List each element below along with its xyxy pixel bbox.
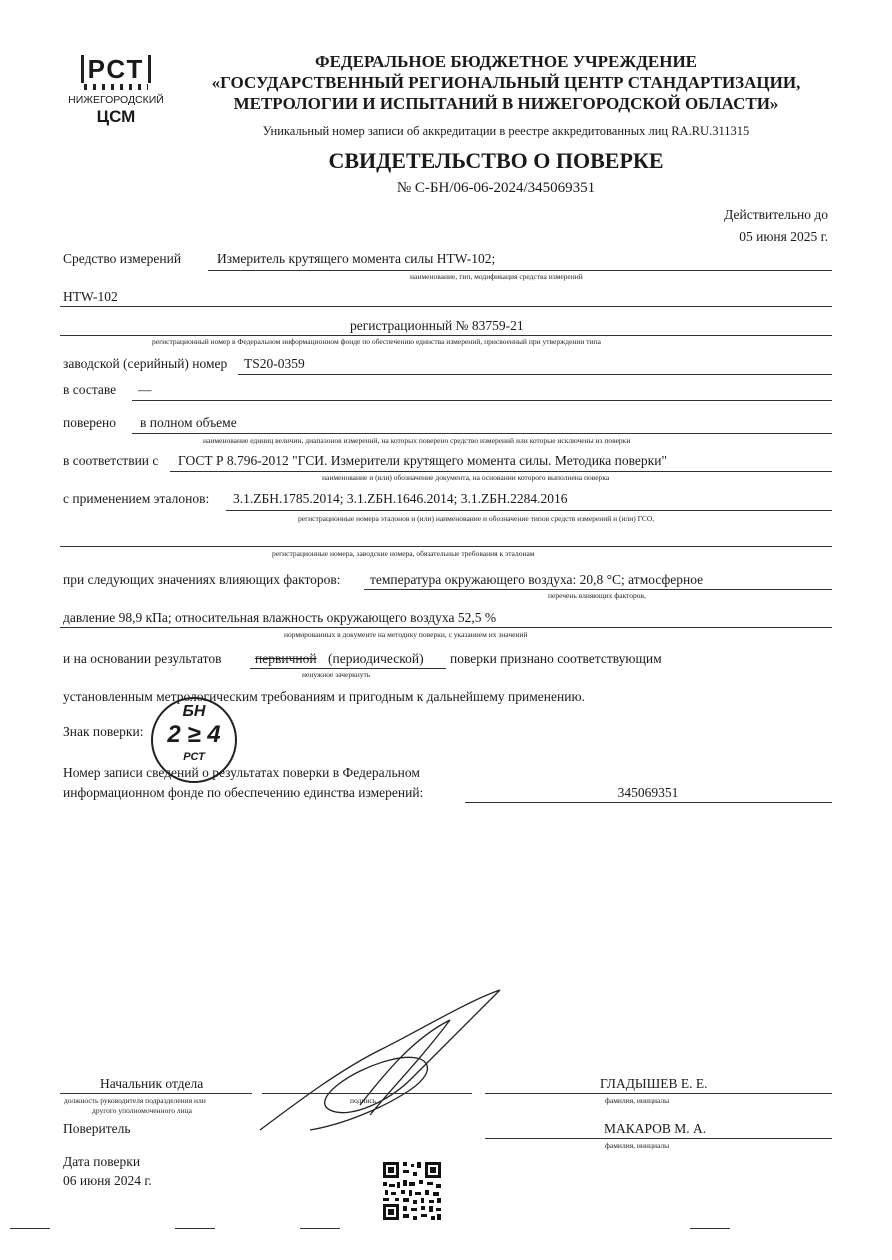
accordance-label: в соответствии с — [63, 453, 159, 468]
verified-underline — [132, 433, 832, 434]
results-caption: ненужное зачеркнуть — [302, 670, 371, 679]
standards-label: с применением эталонов: — [63, 491, 210, 506]
factors-value: температура окружающего воздуха: 20,8 °С; атмосферное — [370, 572, 704, 587]
verifier-name: МАКАРОВ М. А. — [604, 1121, 707, 1136]
head-name: ГЛАДЫШЕВ Е. Е. — [600, 1076, 708, 1091]
instrument-underline — [208, 270, 832, 271]
instrument-label: Средство измерений — [63, 251, 182, 266]
standards-cont-underline — [60, 546, 832, 547]
serial-value: TS20-0359 — [244, 356, 305, 371]
composition-value: — — [138, 382, 152, 397]
head-name-caption: фамилия, инициалы — [605, 1096, 670, 1105]
head-title-caption-1: должность руководителя подразделения или — [64, 1096, 206, 1105]
verification-date: 06 июня 2024 г. — [63, 1173, 152, 1188]
org-name-line3: МЕТРОЛОГИИ И ИСПЫТАНИЙ В НИЖЕГОРОДСКОЙ ОБЛАСТИ» — [233, 94, 779, 113]
factors-caption-2: нормированных в документе на методику поверки, с указанием их значений — [284, 630, 528, 639]
serial-underline — [238, 374, 832, 375]
instrument-cont-underline — [60, 306, 832, 307]
head-name-underline — [485, 1093, 832, 1094]
verification-mark-label: Знак поверки: — [63, 724, 144, 739]
conclusion: установленным метрологическим требованиям и пригодным к дальнейшему применению. — [63, 689, 585, 704]
results-periodic: (периодической) — [328, 651, 424, 666]
accordance-caption: наименование и (или) обозначение документа, на основании которого выполнена поверка — [322, 473, 610, 482]
registration-number: регистрационный № 83759-21 — [350, 318, 524, 333]
record-underline — [465, 802, 832, 803]
footer-rule-3 — [300, 1228, 340, 1229]
composition-underline — [132, 400, 832, 401]
verified-caption: наименование единиц величин, диапазонов измерений, на которых поверено средство измерений или которые исключены из поверки — [203, 436, 631, 445]
instrument-caption: наименование, тип, модификация средства измерений — [410, 272, 583, 281]
signature-underline — [262, 1093, 472, 1094]
standards-underline — [226, 510, 832, 511]
head-title: Начальник отдела — [100, 1076, 204, 1091]
standards-value: 3.1.ZБН.1785.2014; 3.1.ZБН.1646.2014; 3.1.ZБН.2284.2016 — [233, 491, 568, 506]
results-prefix: и на основании результатов — [63, 651, 222, 666]
verifier-name-underline — [485, 1138, 832, 1139]
accordance-underline — [170, 471, 832, 472]
results-underline — [250, 668, 446, 669]
serial-label: заводской (серийный) номер — [63, 356, 228, 371]
verification-date-label: Дата поверки — [63, 1154, 141, 1169]
certificate-number: № С-БН/06-06-2024/345069351 — [396, 180, 596, 196]
record-label-1: Номер записи сведений о результатах поверки в Федеральном — [63, 765, 420, 780]
footer-rule-4 — [690, 1228, 730, 1229]
org-name-line1: ФЕДЕРАЛЬНОЕ БЮДЖЕТНОЕ УЧРЕЖДЕНИЕ — [314, 52, 698, 71]
instrument-value: Измеритель крутящего момента силы HTW-102; — [217, 251, 496, 266]
org-name-line2: «ГОСУДАРСТВЕННЫЙ РЕГИОНАЛЬНЫЙ ЦЕНТР СТАНДАРТИЗАЦИИ, — [211, 73, 801, 92]
factors-underline — [364, 589, 832, 590]
footer-rule-1 — [10, 1228, 50, 1229]
factors-value-cont: давление 98,9 кПа; относительная влажность окружающего воздуха 52,5 % — [63, 610, 497, 625]
factors-cont-underline — [60, 627, 832, 628]
factors-caption: перечень влияющих факторов, — [548, 591, 646, 600]
composition-label: в составе — [63, 382, 117, 397]
record-number: 345069351 — [617, 785, 679, 800]
verifier-name-caption: фамилия, инициалы — [605, 1141, 670, 1150]
valid-until-date: 05 июня 2025 г. — [739, 229, 828, 244]
logo-bars — [84, 84, 148, 90]
results-suffix: поверки признано соответствующим — [450, 651, 662, 666]
stamp-middle-text: 2 ≥ 4 — [167, 721, 221, 748]
head-title-caption-2: другого уполномоченного лица — [92, 1106, 192, 1115]
factors-label: при следующих значениях влияющих факторов: — [63, 572, 341, 587]
results-primary-struck: первичной — [255, 651, 317, 666]
org-logo — [56, 55, 176, 127]
footer-rule-2 — [175, 1228, 215, 1229]
logo-abbr: ЦСМ — [96, 107, 136, 126]
instrument-value-cont: HTW-102 — [63, 289, 118, 304]
logo-city: НИЖЕГОРОДСКИЙ — [68, 94, 164, 106]
signature-scribble — [240, 980, 540, 1140]
verified-value: в полном объеме — [140, 415, 237, 430]
stamp-top-text: БН — [182, 703, 206, 720]
valid-until-label: Действительно до — [724, 207, 828, 222]
verifier-title: Поверитель — [63, 1121, 131, 1136]
certificate-title: СВИДЕТЕЛЬСТВО О ПОВЕРКЕ — [328, 148, 664, 173]
standards-caption-2: регистрационные номера, заводские номера, обязательные требования к эталонам — [272, 549, 535, 558]
signature-caption: подпись — [350, 1096, 377, 1105]
accordance-value: ГОСТ Р 8.796-2012 "ГСИ. Измерители крутящего момента силы. Методика поверки" — [178, 453, 667, 468]
stamp-bottom-text: РСТ — [183, 751, 205, 763]
record-label-2: информационном фонде по обеспечению единства измерений: — [63, 785, 424, 800]
standards-caption: регистрационные номера эталонов и (или) наименование и обозначение типов средств измерений и (или) ГСО, — [298, 514, 655, 523]
head-title-underline — [60, 1093, 252, 1094]
registration-caption: регистрационный номер в Федеральном информационном фонде по обеспечению единства измерений, присвоенный при утверждении типа — [152, 337, 601, 346]
qr-code[interactable] — [381, 1160, 443, 1222]
verified-label: поверено — [63, 415, 116, 430]
logo-mark: РСТ — [81, 55, 152, 83]
registration-underline — [60, 335, 832, 336]
accreditation-number: Уникальный номер записи об аккредитации в реестре аккредитованных лиц RA.RU.311315 — [262, 124, 750, 138]
